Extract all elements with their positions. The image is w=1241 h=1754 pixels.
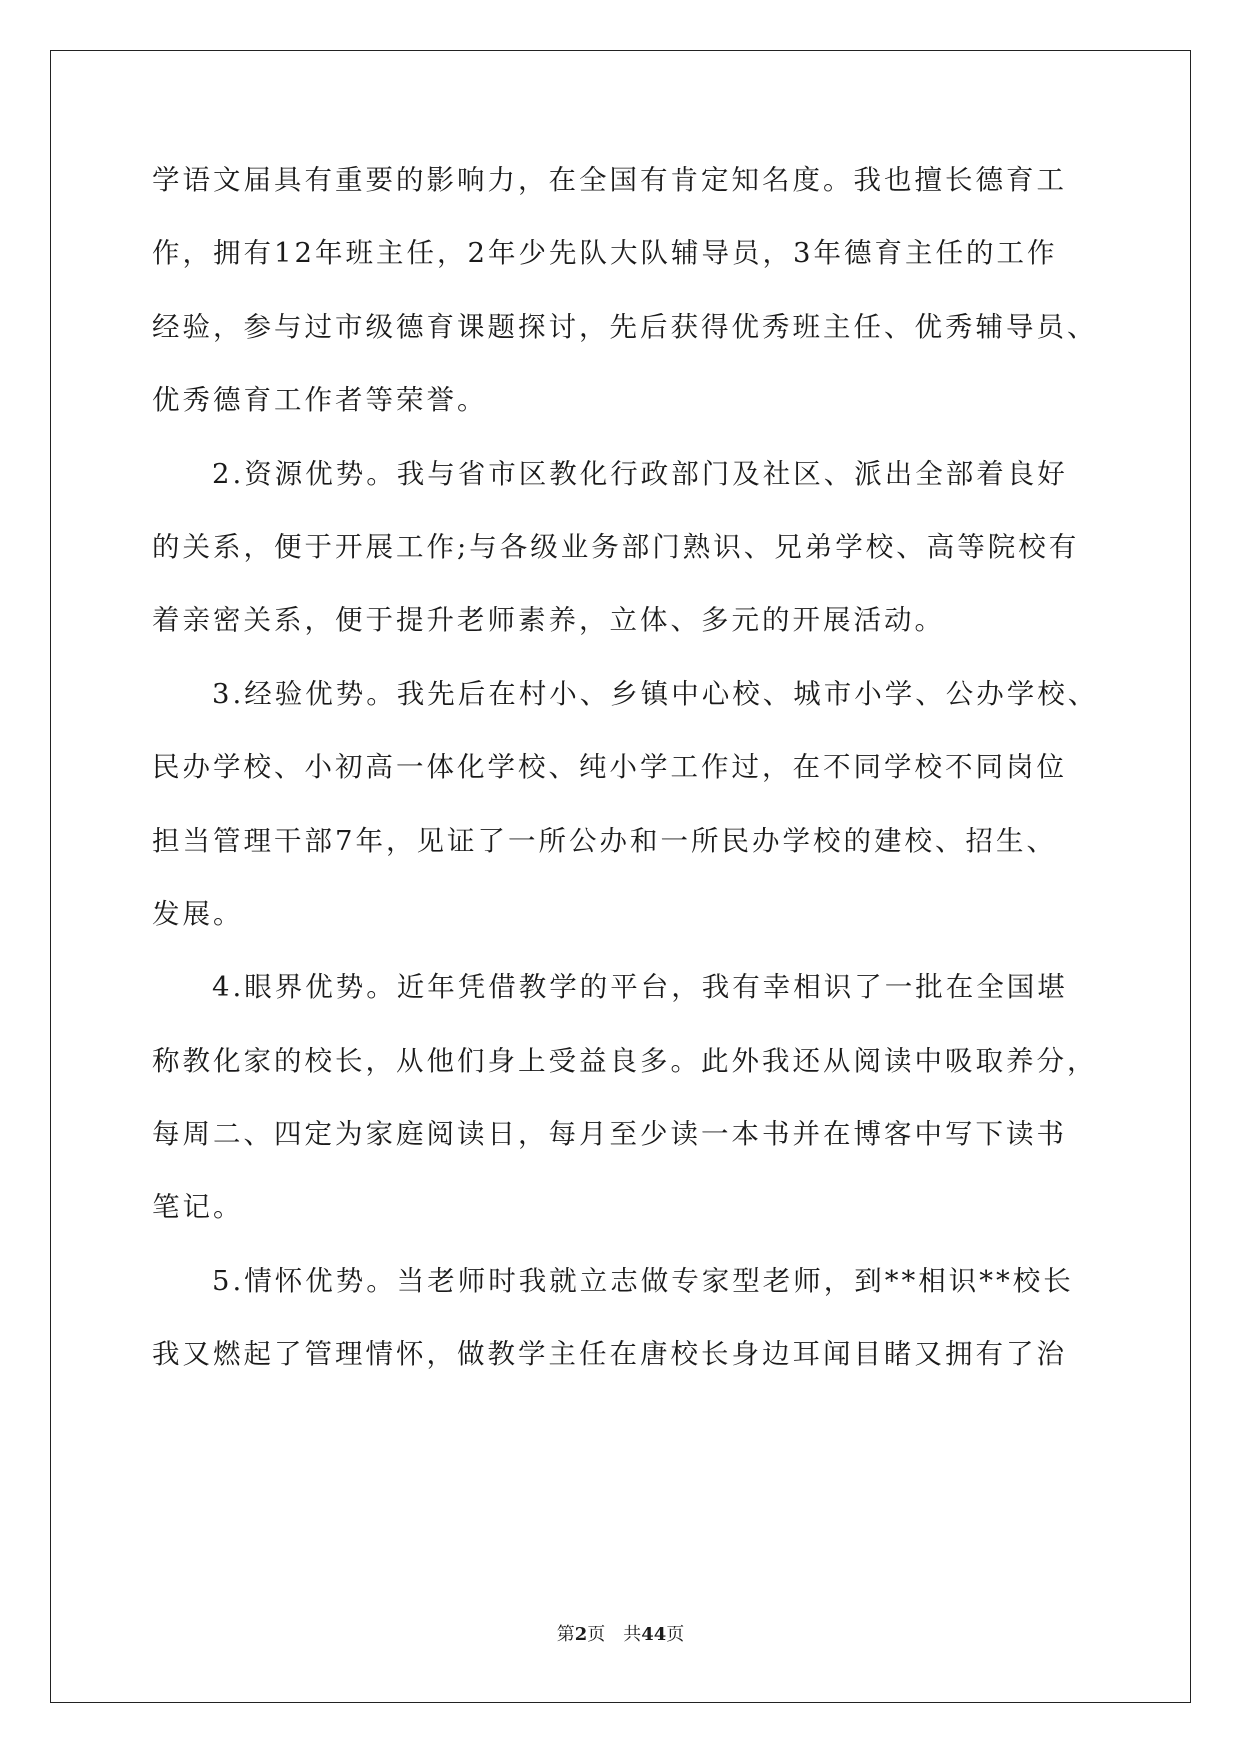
paragraph-start-line: 4.眼界优势。近年凭借教学的平台，我有幸相识了一批在全国堪	[212, 971, 1068, 1004]
body-text	[152, 160, 1102, 1408]
paragraph-start-line: 5.情怀优势。当老师时我就立志做专家型老师，到**相识**校长	[212, 1264, 1074, 1297]
text-line: 作，拥有12年班主任，2年少先队大队辅导员，3年德育主任的工作	[152, 237, 1058, 270]
total-prefix: 共	[623, 1624, 642, 1645]
page-suffix: 页	[587, 1624, 606, 1645]
text-line: 担当管理干部7年，见证了一所公办和一所民办学校的建校、招生、	[152, 824, 1057, 857]
total-pages: 44	[641, 1624, 667, 1645]
total-suffix: 页	[666, 1624, 685, 1645]
text-line: 民办学校、小初高一体化学校、纯小学工作过，在不同学校不同岗位	[152, 751, 1067, 784]
text-line: 优秀德育工作者等荣誉。	[152, 384, 488, 417]
text-line: 每周二、四定为家庭阅读日，每月至少读一本书并在博客中写下读书	[152, 1118, 1067, 1151]
page-number: 2	[574, 1624, 588, 1645]
page-prefix: 第	[556, 1624, 575, 1645]
text-line: 学语文届具有重要的影响力，在全国有肯定知名度。我也擅长德育工	[152, 164, 1067, 196]
text-line: 我又燃起了管理情怀，做教学主任在唐校长身边耳闻目睹又拥有了治	[152, 1338, 1067, 1371]
paragraph-start-line: 3.经验优势。我先后在村小、乡镇中心校、城市小学、公办学校、	[212, 677, 1099, 710]
text-line: 的关系，便于开展工作;与各级业务部门熟识、兄弟学校、高等院校有	[152, 530, 1080, 563]
text-line: 称教化家的校长，从他们身上受益良多。此外我还从阅读中吸取养分，	[152, 1044, 1098, 1077]
text-line: 着亲密关系，便于提升老师素养，立体、多元的开展活动。	[152, 604, 945, 637]
text-line: 经验，参与过市级德育课题探讨，先后获得优秀班主任、优秀辅导员、	[152, 310, 1098, 343]
paragraph-start-line: 2.资源优势。我与省市区教化行政部门及社区、派出全部着良好	[212, 457, 1068, 490]
page-footer	[0, 1620, 1241, 1646]
text-line: 发展。	[152, 897, 244, 930]
text-line: 笔记。	[152, 1191, 244, 1224]
